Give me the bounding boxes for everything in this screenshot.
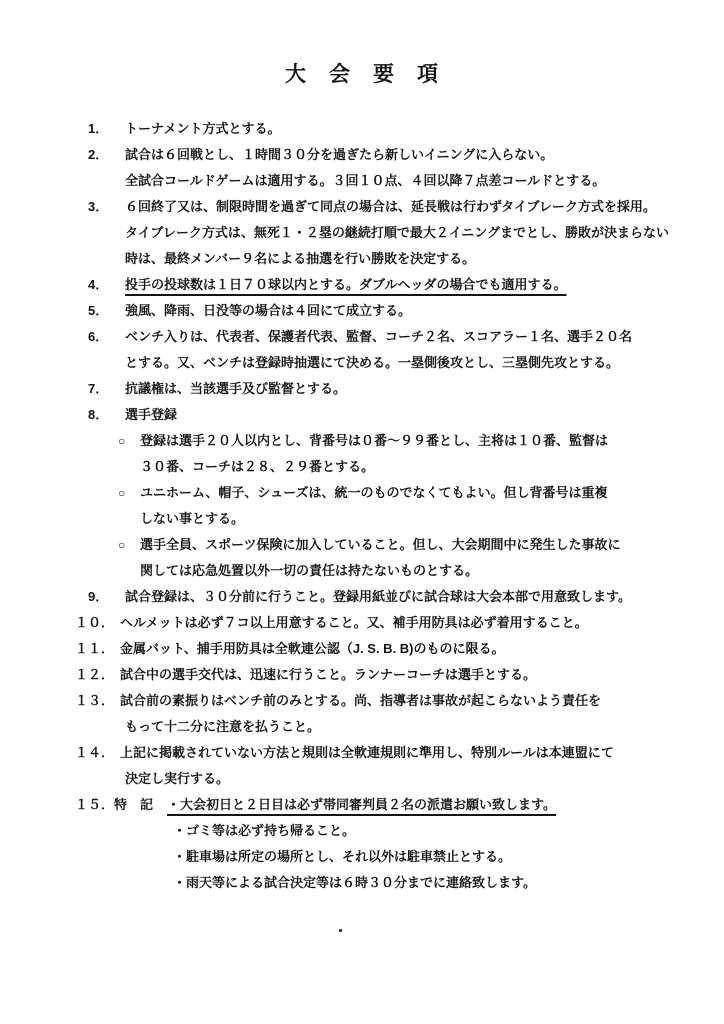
rule-line <box>0 636 724 662</box>
rule-line <box>0 844 724 870</box>
rule-line <box>0 194 724 220</box>
rule-line <box>0 324 724 350</box>
rule-text: 試合中の選手交代は、迅速に行うこと。ランナーコーチは選手とする。 <box>120 667 537 682</box>
item-number: １０． <box>75 615 115 630</box>
rule-text: 時は、最終メンバー９名による抽選を行い勝敗を決定する。 <box>125 251 476 266</box>
rule-text: ベンチ入りは、代表者、保護者代表、監督、コーチ２名、スコアラー１名、選手２０名 <box>125 329 633 344</box>
rule-line <box>0 532 724 558</box>
rule-text: もって十二分に注意を払うこと。 <box>125 719 321 734</box>
rule-line <box>0 714 724 740</box>
rule-text: 全試合コールドゲームは適用する。３回１０点、４回以降７点差コールドとする。 <box>125 173 606 188</box>
rule-text: ユニホーム、帽子、シューズは、統一のものでなくてもよい。但し背番号は重複 <box>140 485 608 500</box>
item-number: １３． <box>75 693 115 708</box>
item-number: 3． <box>88 199 109 214</box>
rule-line <box>0 350 724 376</box>
circle-bullet: ○ <box>118 486 126 500</box>
rule-line <box>0 116 724 142</box>
rule-text: 決定し実行する。 <box>125 771 230 786</box>
rule-text: 投手の投球数は１日７０球以内とする。ダブルヘッダの場合でも適用する。 <box>125 277 567 292</box>
rule-text: 強風、降雨、日没等の場合は４回にて成立する。 <box>125 303 412 318</box>
rule-text: ６回終了又は、制限時間を過ぎて同点の場合は、延長戦は行わずタイブレーク方式を採用。 <box>125 199 656 214</box>
rule-text: ３０番、コーチは２８、２９番とする。 <box>140 459 375 474</box>
item-number: 2． <box>88 147 109 162</box>
item-number: 4． <box>88 277 109 292</box>
rule-line <box>0 454 724 480</box>
item-number: 6． <box>88 329 109 344</box>
rule-text: 抗議権は、当該選手及び監督とする。 <box>125 381 347 396</box>
item-number: １４． <box>75 745 115 760</box>
rule-text: とする。又、ベンチは登録時抽選にて決める。一塁側後攻とし、三塁側先攻とする。 <box>125 355 620 370</box>
rule-line <box>0 376 724 402</box>
rule-line <box>0 662 724 688</box>
rule-line <box>0 766 724 792</box>
rule-text: ・駐車場は所定の場所とし、それ以外は駐車禁止とする。 <box>173 849 512 864</box>
rule-line <box>0 246 724 272</box>
rule-text: 選手全員、スポーツ保険に加入していること。但し、大会期間中に発生した事故に <box>140 537 621 552</box>
page-title: 大 会 要 項 <box>285 63 439 86</box>
item-number: 1． <box>88 121 109 136</box>
rule-line <box>0 792 724 818</box>
item-number: １２． <box>75 667 115 682</box>
item-number: 9． <box>88 589 109 604</box>
rule-text: 金属バット、捕手用防具は全軟連公認（J. S. B. B)のものに限る。 <box>120 641 505 656</box>
rule-line <box>0 272 724 298</box>
item-number: １５．特 記 <box>75 797 154 812</box>
rules-list <box>0 116 724 896</box>
rule-text: トーナメント方式とする。 <box>125 121 281 136</box>
rule-text: ヘルメットは必ず７コ以上用意すること。又、補手用防具は必ず着用すること。 <box>120 615 588 630</box>
rule-line <box>0 818 724 844</box>
rule-text: ・雨天等による試合決定等は６時３０分までに連絡致します。 <box>173 875 536 890</box>
rule-line <box>0 480 724 506</box>
rule-line <box>0 402 724 428</box>
circle-bullet: ○ <box>118 434 126 448</box>
rule-line <box>0 142 724 168</box>
rule-line <box>0 168 724 194</box>
rule-text: タイブレーク方式は、無死１・２塁の継続打順で最大２イニングまでとし、勝敗が決まらない <box>125 225 670 240</box>
item-number: 8． <box>88 407 109 422</box>
item-number: 5． <box>88 303 109 318</box>
rule-line <box>0 584 724 610</box>
rule-line <box>0 870 724 896</box>
rule-text: ・大会初日と２日目は必ず帯同審判員２名の派遣お願い致します。 <box>167 797 556 812</box>
rule-text: 選手登録 <box>125 407 178 422</box>
rule-line <box>0 558 724 584</box>
rule-text: 試合は６回戦とし、１時間３０分を過ぎたら新しいイニングに入らない。 <box>125 147 554 162</box>
rule-line <box>0 740 724 766</box>
item-number: 7． <box>88 381 109 396</box>
item-number: １１． <box>75 641 115 656</box>
rule-line <box>0 220 724 246</box>
rule-line <box>0 610 724 636</box>
rule-line <box>0 506 724 532</box>
rule-text: しない事とする。 <box>140 511 245 526</box>
circle-bullet: ○ <box>118 538 126 552</box>
rule-line <box>0 688 724 714</box>
rule-text: 関しては応急処置以外一切の責任は持たないものとする。 <box>140 563 479 578</box>
rule-text: 登録は選手２０人以内とし、背番号は０番～９９番とし、主将は１０番、監督は <box>140 433 609 448</box>
rule-line <box>0 428 724 454</box>
rule-text: ・ゴミ等は必ず持ち帰ること。 <box>173 823 356 838</box>
rule-text: 上記に掲載されていない方法と規則は全軟連規則に準用し、特別ルールは本連盟にて <box>120 745 614 760</box>
rule-text: 試合登録は、３０分前に行うこと。登録用紙並びに試合球は大会本部で用意致します。 <box>125 589 631 604</box>
rule-line <box>0 298 724 324</box>
rule-text: 試合前の素振りはベンチ前のみとする。尚、指導者は事故が起こらないよう責任を <box>120 693 602 708</box>
scan-artifact-dot <box>339 929 342 932</box>
